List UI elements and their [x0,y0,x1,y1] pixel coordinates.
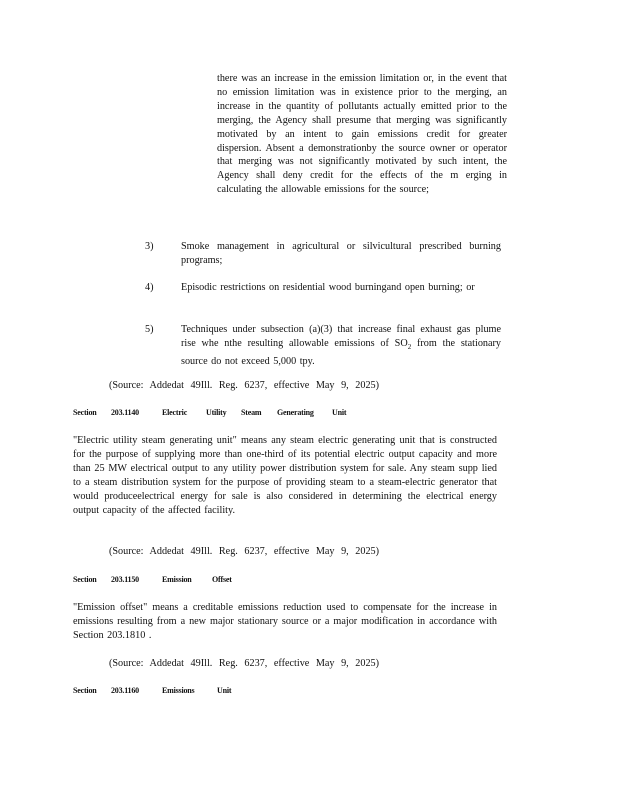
subscript: 2 [407,342,412,351]
section-heading-203-1140 [73,408,346,417]
source-note: (Source: Addedat 49Ill. Reg. 6237, effective May 9, 2025) [109,380,380,391]
section-heading-203-1150 [73,575,232,584]
section-number: 203.1150 [111,575,139,584]
list-item-number: 4) [145,282,154,293]
list-item-number: 3) [145,241,154,252]
list-item-number: 5) [145,324,154,335]
list-item-text: Smoke management in agricultural or silvicultural prescribed burning programs; [181,241,501,266]
section-title-word: Offset [212,575,232,584]
item-text-part: from the stationary source do not exceed 5,000 tpy. [181,337,502,367]
section-body-203-1140: "Electric utility steam generating unit" means any steam electric generating unit that is constructed for the purpose of supplying more than one-third of its potential electric output capacity and more than 25 MW electrical output to any utility power distribution system for sale. Any steam supp lied to a steam distribution system for the purpose of providing steam to a steam-electric generator that would produceelectrical energy for sale is also considered in determining the electrical energy output capacity of the affected facility. [73,435,497,516]
source-note: (Source: Addedat 49Ill. Reg. 6237, effective May 9, 2025) [109,546,380,557]
section-label: Section [73,408,97,417]
list-item-text [181,323,501,369]
section-body-203-1150: "Emission offset" means a creditable emissions reduction used to compensate for the increase in emissions resulting from a new major stationary source or a major modification in accordance with Section 203.1810 . [73,602,497,641]
section-number: 203.1160 [111,686,139,695]
section-title-word: Unit [332,408,347,417]
section-title-word: Utility [206,408,227,417]
section-label: Section [73,686,97,695]
section-title-word: Unit [217,686,232,695]
item-text-part: Techniques under subsection (a)(3) that increase final exhaust gas plume rise whe nthe resulting allowable emissions of SO [181,324,501,349]
section-number: 203.1140 [111,408,139,417]
source-note: (Source: Addedat 49Ill. Reg. 6237, effective May 9, 2025) [109,658,380,669]
list-item-text: Episodic restrictions on residential wood burningand open burning; or [181,282,475,293]
section-heading-203-1160 [73,686,231,695]
continuation-paragraph: there was an increase in the emission limitation or, in the event that no emission limitation was in existence prior to the merging, an increase in the quantity of pollutants actually emitted prior to the merging, the Agency shall presume that merging was significantly motivated by an intent to gain emissions credit for greater dispersion. Absent a demonstrationby the source owner or operator that merging was not significantly motivated by such intent, the Agency shall deny credit for the effects of the m erging in calculating the allowable emissions for the source; [217,73,507,196]
section-title-word: Electric [162,408,188,417]
section-title-word: Generating [277,408,314,417]
section-title-word: Emission [162,575,192,584]
section-title-word: Emissions [162,686,195,695]
section-title-word: Steam [241,408,262,417]
section-label: Section [73,575,97,584]
